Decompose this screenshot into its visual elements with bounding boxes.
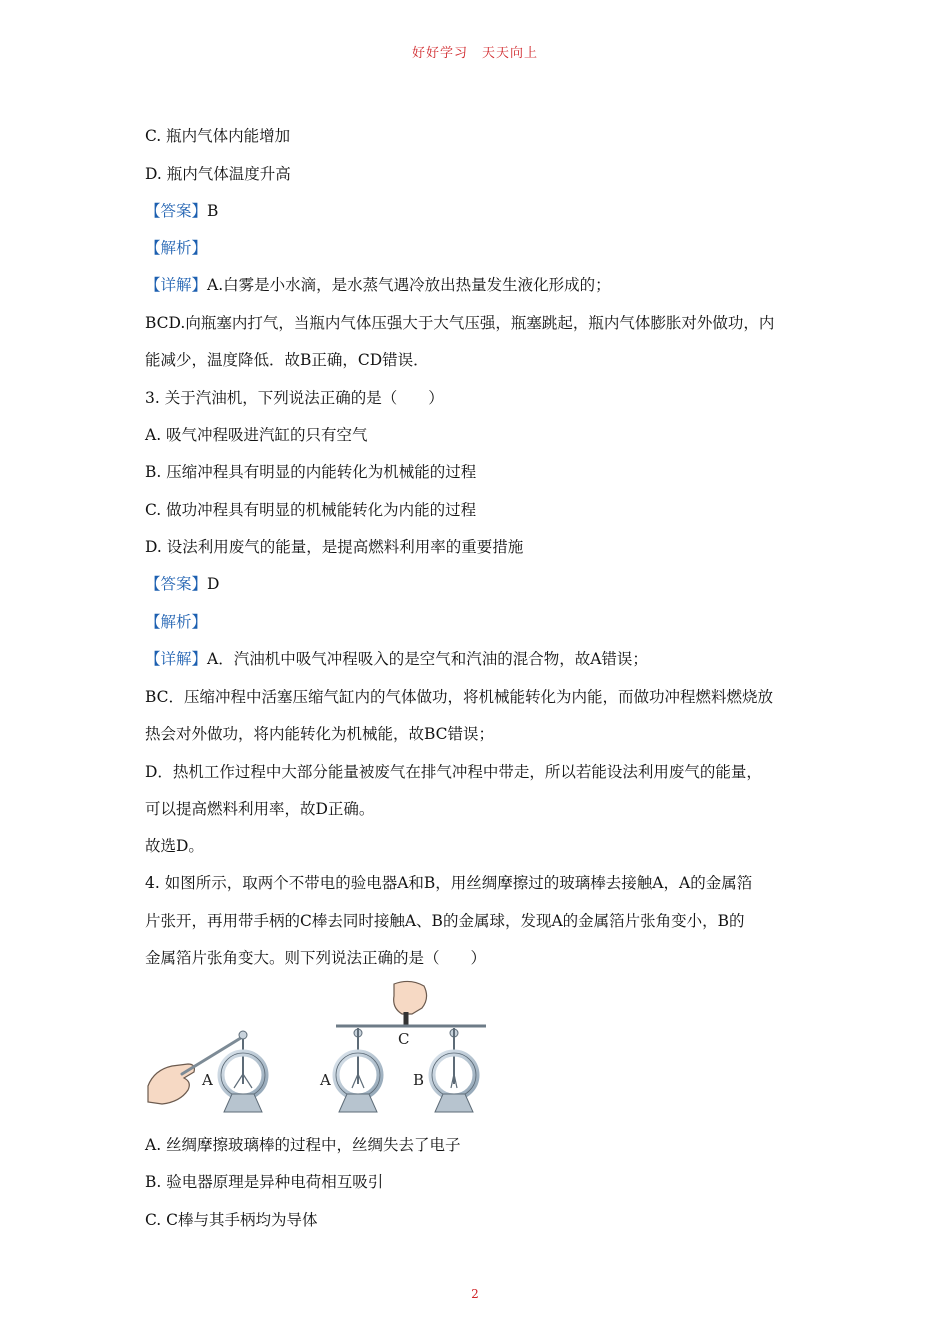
q4-option-c: C. C棒与其手柄均为导体 — [145, 1211, 318, 1229]
detail-text: A．汽油机中吸气冲程吸入的是空气和汽油的混合物，故A错误； — [207, 650, 648, 668]
q2-detail-3: 能减少，温度降低．故B正确，CD错误． — [145, 351, 429, 369]
label-a-left: A — [202, 1071, 213, 1089]
q3-detail-4: D．热机工作过程中大部分能量被废气在排气冲程中带走，所以若能设法利用废气的能量， — [145, 763, 762, 781]
electroscope-a-left-icon — [221, 1031, 265, 1112]
q2-answer — [145, 199, 218, 221]
q4-stem-1: 4. 如图所示，取两个不带电的验电器A和B，用丝绸摩擦过的玻璃棒去接触A，A的金属箔 — [145, 874, 753, 892]
answer-value: B — [207, 202, 219, 220]
q3-stem: 3. 关于汽油机，下列说法正确的是（ ） — [145, 389, 444, 407]
q4-option-b: B. 验电器原理是异种电荷相互吸引 — [145, 1173, 384, 1191]
q3-option-a: A. 吸气冲程吸进汽缸的只有空气 — [145, 426, 368, 444]
analysis-tag: 【解析】 — [145, 239, 208, 257]
q4-stem-2: 片张开，再用带手柄的C棒去同时接触A、B的金属球，发现A的金属箔片张角变小，B的 — [145, 912, 745, 930]
q2-detail-2: BCD.向瓶塞内打气，当瓶内气体压强大于大气压强，瓶塞跳起，瓶内气体膨胀对外做功，内 — [145, 314, 775, 332]
q3-analysis — [145, 610, 207, 632]
label-c: C — [398, 1030, 410, 1048]
label-a-middle: A — [320, 1071, 331, 1089]
q3-option-b: B. 压缩冲程具有明显的内能转化为机械能的过程 — [145, 463, 477, 481]
page-header: 好好学习 天天向上 — [411, 46, 538, 61]
q3-detail-2: BC．压缩冲程中活塞压缩气缸内的气体做功，将机械能转化为内能，而做功冲程燃料燃烧放 — [145, 688, 774, 706]
detail-tag: 【详解】 — [145, 650, 208, 668]
detail-text: A.白雾是小水滴，是水蒸气遇冷放出热量发生液化形成的； — [207, 276, 611, 294]
q3-detail-5: 可以提高燃料利用率，故D正确。 — [145, 800, 375, 818]
q2-option-c: C. 瓶内气体内能增加 — [145, 127, 291, 145]
answer-tag: 【答案】 — [145, 575, 208, 593]
answer-tag: 【答案】 — [145, 202, 208, 220]
q4-option-a: A. 丝绸摩擦玻璃棒的过程中，丝绸失去了电子 — [145, 1136, 461, 1154]
detail-tag: 【详解】 — [145, 276, 208, 294]
electroscope-b-icon — [432, 1028, 476, 1112]
q2-detail-1 — [145, 273, 611, 295]
q3-conclusion: 故选D。 — [145, 837, 204, 855]
q3-option-c: C. 做功冲程具有明显的机械能转化为内能的过程 — [145, 501, 477, 519]
electroscope-a-middle-icon — [336, 1028, 380, 1112]
label-b: B — [413, 1071, 425, 1089]
electroscope-figure — [140, 978, 500, 1128]
page-number: 2 — [471, 1287, 479, 1301]
q3-detail-1 — [145, 647, 648, 669]
q3-option-d: D. 设法利用废气的能量，是提高燃料利用率的重要措施 — [145, 538, 524, 556]
analysis-tag: 【解析】 — [145, 613, 208, 631]
q2-analysis — [145, 236, 207, 258]
q2-option-d: D. 瓶内气体温度升高 — [145, 165, 291, 183]
answer-value: D — [207, 575, 220, 593]
q4-stem-3: 金属箔片张角变大。则下列说法正确的是（ ） — [145, 949, 487, 967]
q3-detail-3: 热会对外做功，将内能转化为机械能，故BC错误； — [145, 725, 495, 743]
hand-holding-c-rod-icon — [394, 981, 427, 1026]
q3-answer — [145, 572, 219, 594]
